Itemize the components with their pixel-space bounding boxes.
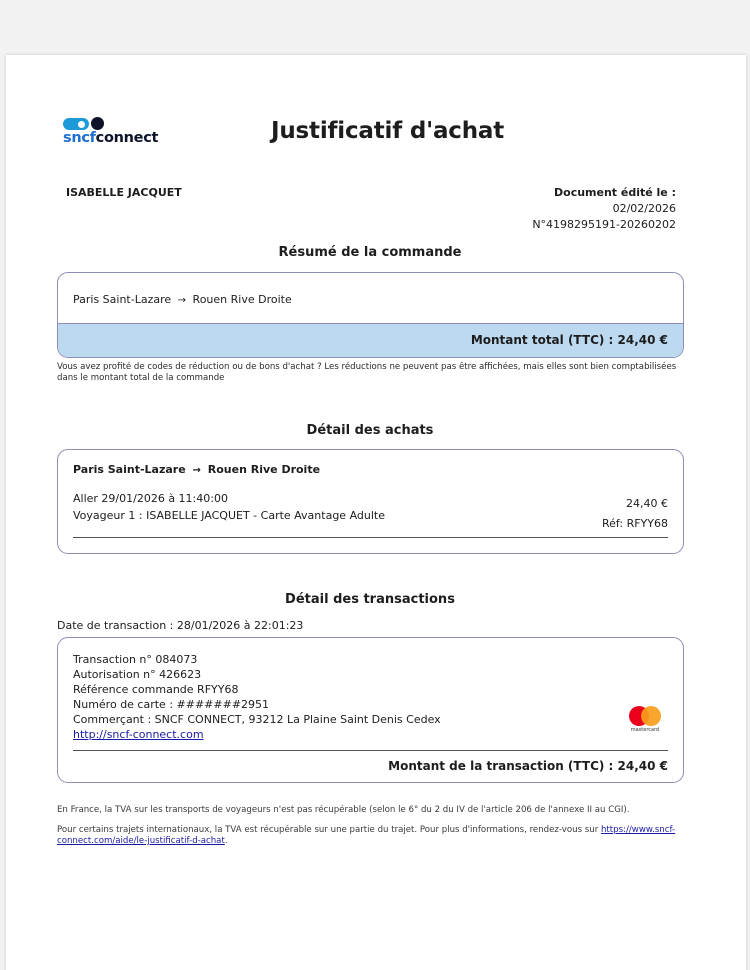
outbound-datetime: Aller 29/01/2026 à 11:40:00: [73, 492, 228, 505]
traveler-info: Voyageur 1 : ISABELLE JACQUET - Carte Avantage Adulte: [73, 509, 385, 522]
merchant-info: Commerçant : SNCF CONNECT, 93212 La Plaine Saint Denis Cedex: [73, 713, 441, 726]
document-date: 02/02/2026: [612, 202, 676, 215]
summary-heading: Résumé de la commande: [278, 245, 462, 260]
purchase-price: 24,40 €: [626, 497, 668, 510]
purchase-price-block: [602, 494, 668, 534]
arrow-right-icon: →: [192, 465, 201, 476]
sncf-connect-logo: [63, 117, 163, 151]
document-number: N°4198295191-20260202: [532, 218, 676, 231]
mastercard-icon: mastercard: [627, 706, 663, 736]
transaction-date: Date de transaction : 28/01/2026 à 22:01:23: [57, 619, 304, 632]
order-total-band: [58, 323, 683, 357]
purchases-heading: Détail des achats: [306, 423, 434, 438]
international-vat-note: Pour certains trajets internationaux, la TVA est récupérable sur une partie du trajet. Pour plus d'informations, rendez-vous sur https://www.sncf-connect.com/aide/le-justificatif-d-achat.: [57, 825, 676, 846]
help-link[interactable]: https://www.sncf-connect.com/aide/le-justificatif-d-achat: [57, 825, 676, 846]
transaction-total: Montant de la transaction (TTC) : 24,40 €: [388, 759, 668, 773]
document-info: [532, 185, 676, 233]
order-summary-box: [57, 272, 684, 358]
trip-details: [73, 490, 385, 524]
receipt-page: [6, 55, 746, 970]
vat-note: En France, la TVA sur les transports de voyageurs n'est pas récupérable (selon le 6° du 2 du IV de l'article 206 de l'annexe II au CGI).: [57, 805, 630, 815]
divider: [73, 750, 668, 751]
discount-note: Vous avez profité de codes de réduction ou de bons d'achat ? Les réductions ne peuvent pas être affichées, mais elles sont bien comptabilisées dans le montant total de la commande: [57, 362, 677, 383]
arrow-right-icon: →: [177, 295, 187, 306]
customer-name: ISABELLE JACQUET: [66, 186, 182, 199]
transaction-detail-box: [57, 637, 684, 783]
transactions-heading: Détail des transactions: [285, 592, 455, 607]
order-total: Montant total (TTC) : 24,40 €: [470, 333, 668, 347]
purchase-route: Paris Saint-Lazare → Rouen Rive Droite: [73, 463, 321, 476]
logo-text-sncf: sncf: [63, 130, 96, 146]
summary-route: Paris Saint-Lazare → Rouen Rive Droite: [73, 293, 292, 306]
divider: [73, 537, 668, 538]
order-reference: Référence commande RFYY68: [73, 683, 239, 696]
purchase-reference: Réf: RFYY68: [601, 517, 668, 530]
logo-mark-icon: [63, 117, 107, 131]
purchase-detail-box: [57, 449, 684, 554]
transaction-lines: [73, 652, 441, 742]
transaction-number: Transaction n° 084073: [73, 653, 198, 666]
logo-text-connect: connect: [95, 130, 159, 146]
authorization-number: Autorisation n° 426623: [73, 668, 202, 681]
document-edited-label: Document édité le :: [554, 186, 676, 199]
merchant-link[interactable]: http://sncf-connect.com: [73, 728, 204, 741]
card-number: Numéro de carte : #######2951: [73, 698, 270, 711]
page-title: Justificatif d'achat: [271, 118, 504, 144]
